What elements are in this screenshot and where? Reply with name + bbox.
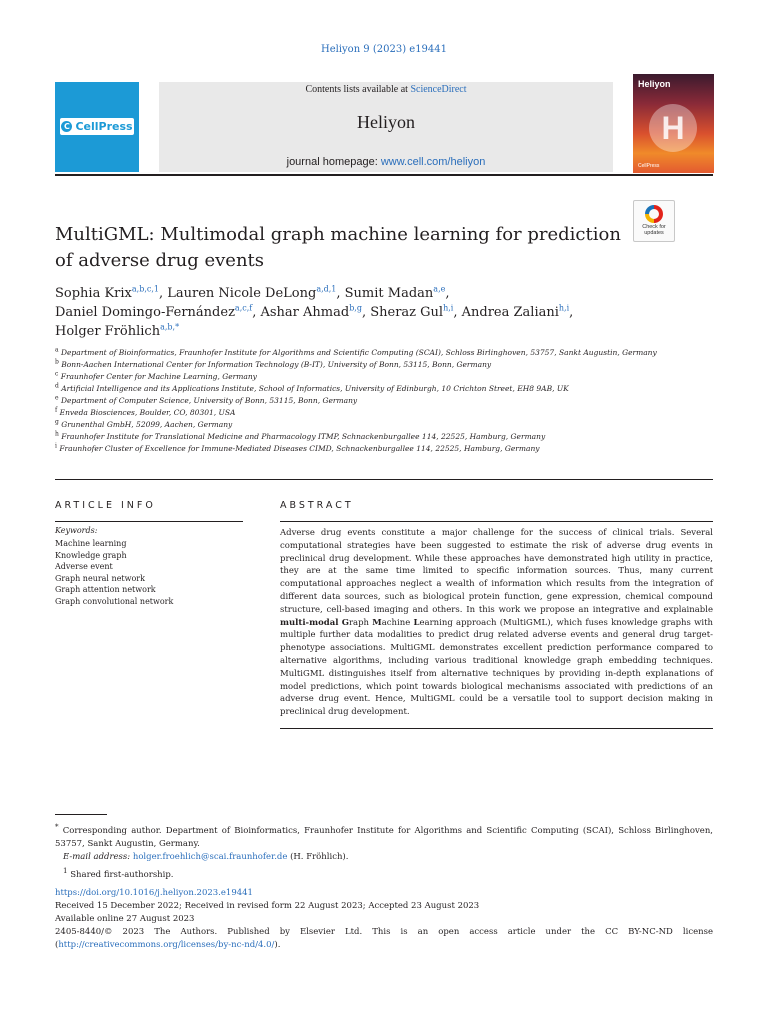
abstract-bold: multi-modal: [280, 617, 339, 628]
affiliation-mark: a: [55, 346, 59, 354]
abstract-rule: [280, 521, 713, 522]
email-label: E-mail address:: [63, 851, 131, 862]
contents-prefix: Contents lists available at: [305, 84, 411, 95]
keyword-item: Graph convolutional network: [55, 596, 174, 606]
cellpress-logo[interactable]: [55, 82, 139, 172]
author-affiliation-marks[interactable]: h,i: [443, 303, 454, 313]
author-affiliation-marks[interactable]: a,b,*: [160, 322, 180, 332]
affiliation-text: Department of Bioinformatics, Fraunhofer Institute for Algorithms and Scientific Computing (SCAI), Schloss Birlinghoven, 53757, Sankt Augustin, Germany: [60, 348, 657, 357]
affiliation-item: [55, 407, 675, 419]
author-separator: ,: [158, 286, 168, 301]
keyword-item: Knowledge graph: [55, 550, 127, 560]
author-separator: ,: [252, 305, 261, 320]
license-statement: [55, 926, 713, 952]
doi-link[interactable]: https://doi.org/10.1016/j.heliyon.2023.e19441: [55, 888, 253, 898]
affiliation-mark: b: [55, 358, 59, 366]
cover-title: Heliyon: [638, 79, 671, 89]
author-affiliation-marks[interactable]: a,d,1: [316, 284, 337, 294]
cover-letter: H: [661, 109, 685, 146]
author-list: [55, 284, 715, 341]
keyword-list: [55, 538, 255, 607]
journal-cover-image[interactable]: [633, 74, 714, 173]
sciencedirect-link[interactable]: ScienceDirect: [410, 84, 467, 95]
author-name[interactable]: Andrea Zaliani: [461, 305, 559, 320]
journal-masthead: [159, 82, 613, 172]
affiliation-item: [55, 371, 675, 383]
author-affiliation-marks[interactable]: a,e: [433, 284, 446, 294]
article-info-heading: ARTICLE INFO: [55, 500, 156, 511]
affiliation-item: [55, 419, 675, 431]
author-name[interactable]: Sophia Krix: [55, 286, 132, 301]
cover-footer: CellPress: [638, 163, 660, 169]
author-affiliation-marks[interactable]: a,b,c,1: [131, 284, 159, 294]
abstract-text: [280, 527, 713, 719]
affiliation-item: [55, 443, 675, 455]
affiliation-item: [55, 347, 675, 359]
abstract-bold: L: [413, 617, 420, 628]
author-email-link[interactable]: holger.froehlich@scai.fraunhofer.de: [132, 851, 288, 862]
received-dates: Received 15 December 2022; Received in revised form 22 August 2023; Accepted 23 August 2023: [55, 901, 480, 911]
affiliation-list: [55, 347, 675, 455]
check-updates-icon: [645, 205, 663, 223]
author-affiliation-marks[interactable]: h,i: [558, 303, 570, 313]
author-name[interactable]: Holger Fröhlich: [55, 324, 161, 339]
contents-line: [159, 84, 613, 95]
footnotes: [55, 820, 713, 882]
abstract-part: Adverse drug events constitute a major challenge for the success of clinical trials. Several computational strategies have been suggested to estimate the risk of adverse drug events in preclinical drug development. While these approaches have demonstrated high utility in practice, they are at the same time limited to specific information sources. Thus, many current computational approaches neglect a wealth of information which results from the integration of different data sources, such as biological protein function, gene expression, chemical compound structure, cell-based imaging and others. In this work we propose an integrative and explainable: [280, 528, 713, 615]
check-for-updates-button[interactable]: [633, 200, 675, 242]
article-info-rule: [55, 521, 243, 522]
publication-info: [55, 887, 713, 952]
email-note: [55, 851, 713, 864]
author-affiliation-marks[interactable]: a,c,f: [234, 303, 253, 313]
keyword-item: Graph neural network: [55, 573, 145, 583]
email-suffix: (H. Fröhlich).: [287, 851, 349, 862]
affiliation-mark: e: [55, 394, 59, 402]
keyword-item: Graph attention network: [55, 585, 156, 594]
keywords-label: Keywords:: [55, 526, 98, 535]
keyword-item: Adverse event: [55, 562, 113, 571]
abstract-bold: M: [372, 617, 382, 628]
abstract-heading: ABSTRACT: [280, 500, 354, 511]
abstract-part: achine: [381, 617, 414, 628]
affiliation-mark: f: [55, 406, 58, 414]
affiliation-text: Fraunhofer Institute for Translational Medicine and Pharmacology ITMP, Schnackenburgallee 114, 22525, Hamburg, Germany: [61, 432, 546, 441]
footnote-mark: 1: [63, 865, 68, 875]
license-suffix: ).: [274, 940, 281, 950]
cellpress-logo-pill: [60, 118, 134, 135]
abstract-part: earning approach (MultiGML), which fuses knowledge graphs with multiple further data modalities to predict drug related adverse events and general drug target-phenotype associations. MultiGML demonstrates excellent prediction performance compared to alternative algorithms, including various traditional knowledge graph embedding techniques. MultiGML distinguishes itself from alternative techniques by providing in-depth explanations of model predictions, which point towards biological mechanisms associated with predictions of an adverse drug event. Hence, MultiGML could be a versatile tool to support decision making in preclinical drug development.: [280, 617, 713, 718]
author-name[interactable]: Daniel Domingo-Fernández: [55, 305, 235, 320]
corresponding-author-note: [55, 820, 713, 851]
author-name[interactable]: Lauren Nicole DeLong: [167, 286, 317, 301]
affiliation-mark: g: [55, 418, 59, 426]
author-separator: ,: [453, 305, 462, 320]
affiliation-text: Fraunhofer Cluster of Excellence for Immune-Mediated Diseases CIMD, Schnackenburgallee 114, 22525, Hamburg, Germany: [59, 444, 540, 453]
affiliation-text: Grunenthal GmbH, 52099, Aachen, Germany: [61, 420, 233, 429]
affiliation-text: Enveda Biosciences, Boulder, CO, 80301, USA: [59, 408, 236, 417]
keyword-item: Machine learning: [55, 539, 127, 548]
license-link[interactable]: http://creativecommons.org/licenses/by-nc-nd/4.0/: [58, 940, 275, 950]
affiliation-mark: c: [55, 370, 59, 378]
affiliation-text: Department of Computer Science, University of Bonn, 53115, Bonn, Germany: [60, 396, 358, 405]
abstract-bold: G: [341, 617, 349, 628]
author-separator: ,: [336, 286, 345, 301]
journal-name: Heliyon: [357, 112, 415, 132]
affiliation-mark: i: [55, 442, 57, 450]
affiliation-item: [55, 431, 675, 443]
affiliation-mark: h: [55, 430, 59, 438]
homepage-line: [159, 156, 613, 168]
affiliation-item: [55, 383, 675, 395]
author-separator: ,: [361, 305, 371, 320]
affiliation-mark: d: [55, 382, 59, 390]
footnote-mark: *: [55, 822, 59, 831]
author-name[interactable]: Sheraz Gul: [370, 305, 444, 320]
check-updates-label: Check for updates: [642, 224, 666, 236]
affiliation-text: Artificial Intelligence and its Applications Institute, School of Informatics, University of Edinburgh, 10 Crichton Street, EH8 9AB, UK: [61, 384, 569, 393]
abstract-end-rule: [280, 728, 713, 729]
cellpress-mark-icon: C: [61, 121, 72, 132]
shared-authorship-note: [55, 864, 713, 882]
affiliation-item: [55, 395, 675, 407]
available-online: Available online 27 August 2023: [55, 914, 195, 924]
author-affiliation-marks[interactable]: b,g: [349, 303, 362, 313]
affiliation-text: Bonn-Aachen International Center for Information Technology (B-IT), University of Bonn, 53115, Bonn, Germany: [61, 360, 492, 369]
cellpress-logo-text: CellPress: [75, 120, 133, 133]
affiliation-item: [55, 359, 675, 371]
author-name[interactable]: Sumit Madan: [344, 286, 434, 301]
cover-emblem: [649, 104, 697, 152]
section-divider: [55, 479, 713, 480]
journal-citation-link[interactable]: Heliyon 9 (2023) e19441: [320, 44, 448, 55]
shared-text: Shared first-authorship.: [70, 869, 174, 880]
footnote-divider: [55, 814, 107, 815]
homepage-prefix: journal homepage:: [286, 156, 381, 168]
affiliation-text: Fraunhofer Center for Machine Learning, Germany: [60, 372, 257, 381]
author-name[interactable]: Ashar Ahmad: [260, 305, 350, 320]
masthead-divider: [55, 174, 713, 176]
author-separator: ,: [569, 305, 574, 320]
abstract-part: raph: [348, 617, 373, 628]
article-title: MultiGML: Multimodal graph machine learning for prediction of adverse drug events: [55, 224, 621, 271]
corresponding-text: Corresponding author. Department of Bioinformatics, Fraunhofer Institute for Algorithms and Scientific Computing (SCAI), Schloss Birlinghoven, 53757, Sankt Augustin, Germany.: [55, 825, 713, 849]
license-prefix: 2405-8440/© 2023 The Authors. Published by Elsevier Ltd. This is an open access article under the CC BY-NC-ND license (: [55, 927, 713, 950]
journal-homepage-link[interactable]: www.cell.com/heliyon: [380, 156, 486, 168]
author-separator: ,: [445, 286, 450, 301]
